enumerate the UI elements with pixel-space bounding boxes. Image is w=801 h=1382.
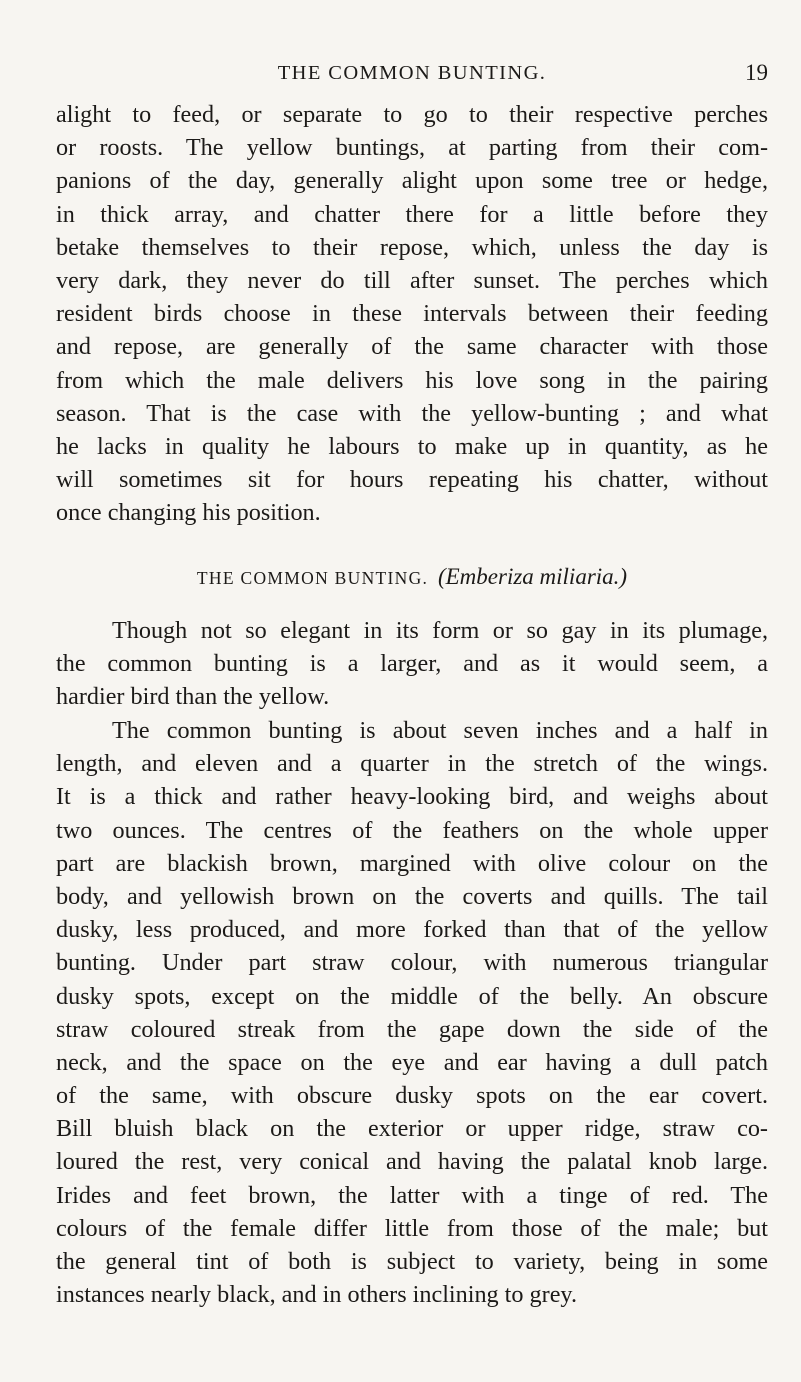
text-line: bunting. Under part straw colour, with numerous triangular [56, 949, 768, 977]
text-line: season. That is the case with the yellow-bunting ; and what [56, 399, 768, 427]
section-heading [56, 560, 768, 595]
paragraph-description [56, 714, 768, 1311]
text-line: he lacks in quality he labours to make up in quantity, as he [56, 432, 768, 460]
text-line: panions of the day, generally alight upon some tree or hedge, [56, 167, 768, 195]
text-line: part are blackish brown, margined with olive colour on the [56, 849, 768, 877]
text-line: the general tint of both is subject to variety, being in some [56, 1248, 768, 1275]
text-line: two ounces. The centres of the feathers on the whole upper [56, 816, 768, 844]
text-line: It is a thick and rather heavy-looking bird, and weighs about [56, 783, 768, 811]
running-head [56, 58, 768, 88]
section-heading-name: THE COMMON BUNTING. [196, 568, 429, 588]
text-line: body, and yellowish brown on the coverts and quills. The tail [56, 882, 768, 910]
text-line: betake themselves to their repose, which, unless the day is [56, 233, 768, 261]
text-line: the common bunting is a larger, and as it would seem, a [56, 650, 768, 678]
text-line: once changing his position. [56, 499, 321, 527]
text-line: straw coloured streak from the gape down the side of the [56, 1015, 768, 1043]
text-line: dusky spots, except on the middle of the belly. An obscure [56, 982, 768, 1010]
latin-close-paren: ) [619, 564, 628, 589]
section-heading-latin: Emberiza miliaria. [445, 564, 620, 589]
page-number: 19 [745, 60, 768, 85]
text-line: alight to feed, or separate to go to their respective perches [56, 101, 768, 128]
paragraph-intro [56, 614, 768, 714]
section-heading-latin-wrap [438, 564, 627, 589]
text-line: resident birds choose in these intervals between their feeding [56, 300, 768, 328]
latin-open-paren: ( [437, 564, 446, 589]
text-line: dusky, less produced, and more forked than that of the yellow [56, 916, 768, 944]
text-line: The common bunting is about seven inches and a half in [112, 717, 768, 744]
text-line: loured the rest, very conical and having the palatal knob large. [56, 1148, 768, 1176]
text-line: will sometimes sit for hours repeating his chatter, without [56, 466, 768, 494]
text-line: Irides and feet brown, the latter with a tinge of red. The [56, 1181, 768, 1209]
text-line: of the same, with obscure dusky spots on the ear covert. [56, 1082, 768, 1110]
text-line: very dark, they never do till after sunset. The perches which [56, 266, 768, 294]
text-line: instances nearly black, and in others inclining to grey. [56, 1281, 577, 1309]
text-line: from which the male delivers his love song in the pairing [56, 366, 768, 394]
text-line: colours of the female differ little from those of the male; but [56, 1214, 768, 1242]
text-line: Though not so elegant in its form or so gay in its plumage, [112, 617, 768, 644]
text-line: or roosts. The yellow buntings, at parting from their com- [56, 134, 768, 162]
text-line: and repose, are generally of the same character with those [56, 333, 768, 361]
text-line: neck, and the space on the eye and ear having a dull patch [56, 1048, 768, 1076]
running-title: THE COMMON BUNTING. [277, 62, 547, 84]
paragraph-continued [56, 98, 768, 529]
text-line: in thick array, and chatter there for a little before they [56, 200, 768, 228]
text-line: length, and eleven and a quarter in the stretch of the wings. [56, 750, 768, 778]
text-line: Bill bluish black on the exterior or upper ridge, straw co- [56, 1115, 768, 1143]
text-line: hardier bird than the yellow. [56, 683, 330, 711]
